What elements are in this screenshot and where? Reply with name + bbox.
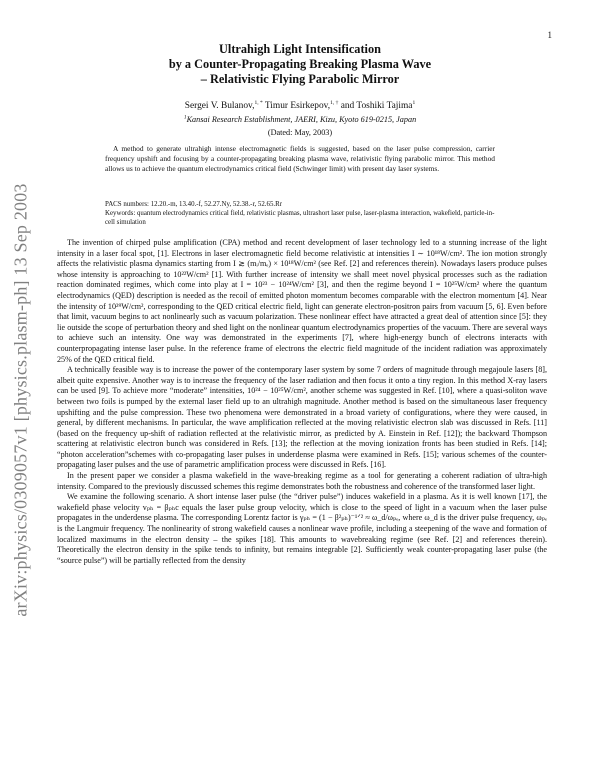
author-tajima: and Toshiki Tajima xyxy=(340,101,413,111)
arxiv-identifier-sidebar xyxy=(6,150,36,650)
author-bulanov-mark: 1, * xyxy=(254,99,263,106)
author-esirkepov-mark: 1, † xyxy=(330,99,339,106)
author-bulanov: Sergei V. Bulanov, xyxy=(184,101,255,111)
title-line-1: Ultrahigh Light Intensification xyxy=(219,42,381,56)
body-paragraph-4: We examine the following scenario. A short intense laser pulse (the “driver pulse”) induces wakefield in a plasma. As it is well known [17], the wakefield phase velocity vₚₕ = βₚₕc equals the laser pulse group velocity, which is close to the speed of light in a vacuum when the laser pulse propagates in the underdense plasma. The corresponding Lorentz factor is γₚₕ = (1 − β²ₚₕ)⁻¹ᐟ² ≈ ω_d/ωₚₑ, where ω_d is the driver pulse frequency, ωₚₑ is the Langmuir frequency. The nonlinearity of strong wakefield causes a nonlinear wave profile, including a steepening of the wave and formation of localized maximums in the electron density – the spikes [18]. This amounts to wavebreaking regime (see Ref. [2] and references therein). Theoretically the electron density in the spike tends to infinity, but remains integrable [2]. Sufficiently weak counter-propagating laser pulse (the “source pulse”) will be partially reflected from the density xyxy=(57,492,547,565)
keywords: Keywords: quantum electrodynamics critical field, relativistic plasmas, ultrashort laser pulse, laser-plasma interaction, wakefield, particle-in-cell simulation xyxy=(105,210,495,227)
title-line-3: – Relativistic Flying Parabolic Mirror xyxy=(200,72,400,86)
author-list xyxy=(60,101,540,111)
pacs-numbers: PACS numbers: 12.20.-m, 13.40.-f, 52.27.Ny, 52.38.-r, 52.65.Rr xyxy=(105,201,283,208)
affiliation xyxy=(60,115,540,124)
body-paragraph-1: The invention of chirped pulse amplification (CPA) method and recent development of laser technology led to a stunning increase of the light intensity in a laser focal spot, [1]. Electrons in laser electromagnetic field become relativistic at intensities I ∼ 10¹⁸W/cm². The ion motion strongly affects the relativistic plasma dynamics starting from I ≳ (mᵢ/mₑ) × 10¹⁸W/cm² (see Ref. [2] and references therein). Nowadays lasers produce pulses whose intensity is approaching to 10²²W/cm² [1]. With further increase of intensity we shall meet novel physical processes such as the radiation reaction dominated regimes, which come into play at I = 10²³ − 10²⁴W/cm² [3], and then the regime beyond I = 10²⁵W/cm² where the quantum electrodynamics (QED) description is needed as the recoil of emitted photon momentum becomes comparable with the electron momentum [4]. Near the intensity of 10²⁹W/cm², corresponding to the QED critical electric field, light can generate electron-positron pairs from vacuum [5, 6]. Even before that limit, vacuum begins to act nonlinearly such as vacuum polarization. These nonlinear effect have attracted a great deal of attention since [5]: they lie outside the scope of perturbation theory and shed light on the nonlinear quantum electrodynamics properties of the vacuum. There are several ways to achieve such an intensity. One way was demonstrated in the experiments [7], where high-energy bunch of electrons interacts with counterpropagating intense laser pulse. In the reference frame of electrons the electric field magnitude of the incident radiation was approximately 25% of the QED critical field. xyxy=(57,238,547,364)
date-line: (Dated: May, 2003) xyxy=(267,128,333,137)
body-text xyxy=(57,238,547,566)
pacs-keywords-block xyxy=(105,200,495,228)
affiliation-text: Kansai Research Establishment, JAERI, Kizu, Kyoto 619-0215, Japan xyxy=(186,115,417,124)
paper-title xyxy=(60,42,540,87)
author-tajima-mark: 1 xyxy=(412,99,416,106)
abstract: A method to generate ultrahigh intense electromagnetic fields is suggested, based on the laser pulse compression, carrier frequency upshift and focusing by a counter-propagating breaking plasma wave, relativistic flying parabolic mirror. This method allows us to achieve the quantum electrodynamics critical field (Schwinger limit) with present day laser systems. xyxy=(105,144,495,173)
title-line-2: by a Counter-Propagating Breaking Plasma Wave xyxy=(168,57,432,71)
arxiv-identifier: arXiv:physics/0309057v1 [physics.plasm-ph] 13 Sep 2003 xyxy=(10,183,31,617)
page-number: 1 xyxy=(547,30,552,40)
author-esirkepov: Timur Esirkepov, xyxy=(264,101,331,111)
body-paragraph-3: In the present paper we consider a plasma wakefield in the wave-breaking regime as a tool for generating a coherent radiation of ultra-high intensity. Compared to the previously discussed schemes this regime demonstrates both the robustness and coherence of the transformed laser light. xyxy=(57,471,547,491)
body-paragraph-2: A technically feasible way is to increase the power of the contemporary laser system by some 7 orders of magnitude through megajoule lasers [8], albeit quite expensive. Another way is to increase the frequency of the laser radiation and then focus it onto a tiny region. In this method X-ray lasers can be used [9]. To achieve more “moderate” intensities, 10²⁴ − 10²⁵W/cm², another scheme was suggested in Ref. [10], where a quasi-soliton wave between two foils is pumped by the external laser field up to an ultrahigh magnitude. Another method is based on the simultaneous laser frequency upshifting and the pulse compression. These two phenomena were demonstrated in a broad variety of configurations, where they were caused, in general, by different mechanisms. In particular, the wave amplification reflected at the moving relativistic electron slab was discussed in Refs. [11] (based on the frequency up-shift of radiation reflected at the relativistic mirror, as predicted by A. Einstein in Ref. [12]); the backward Thompson scattering at relativistic electron bunch was considered in Refs. [13]; the reflection at the moving ionization fronts has been studied in Refs. [14]; “photon acceleration”schemes with co-propagating laser pulses in underdense plasma were examined in Refs. [15]; various schemes of the counter-propagating laser pulses and the use of parametric amplification process were discussed in Refs. [16]. xyxy=(57,365,547,470)
affiliation-mark: 1 xyxy=(183,114,187,121)
